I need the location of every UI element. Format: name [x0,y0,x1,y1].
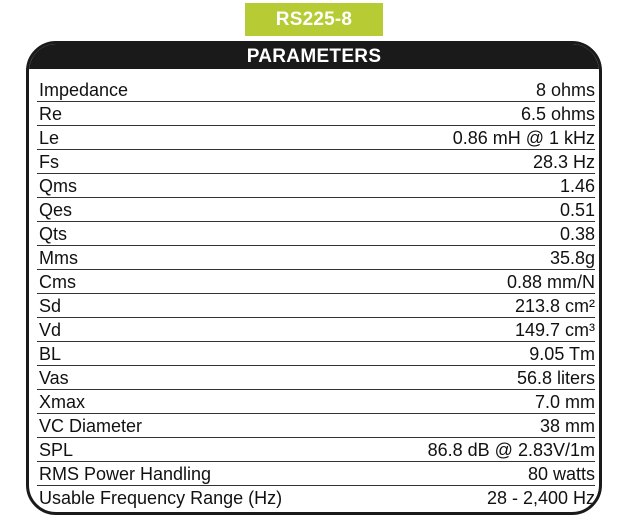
row-value: 0.88 mm/N [506,272,595,292]
row-value: 149.7 cm³ [514,320,595,340]
row-label: BL [39,344,62,364]
row-label: Qms [39,176,77,196]
table-row [37,198,595,222]
table-row [37,366,595,390]
row-label: Cms [39,272,76,292]
table-row [37,150,595,174]
row-label: Mms [39,248,78,268]
row-label: Vd [39,320,62,340]
model-tag: RS225-8 [245,3,383,36]
table-row [37,126,595,150]
row-value: 1.46 [559,176,595,196]
parameters-header: PARAMETERS [29,44,599,69]
row-label: SPL [39,440,74,460]
row-value: 6.5 ohms [520,104,595,124]
row-value: 0.86 mH @ 1 kHz [452,128,595,148]
row-value: 0.51 [559,200,595,220]
row-value: 9.05 Tm [529,344,595,364]
table-row [37,342,595,366]
table-row [37,174,595,198]
row-label: Xmax [39,392,86,412]
row-label: Qts [39,224,68,244]
table-row [37,318,595,342]
table-row [37,438,595,462]
table-row [37,486,595,509]
parameters-table [37,78,595,509]
row-label: RMS Power Handling [39,464,212,484]
row-value: 28.3 Hz [532,152,595,172]
row-value: 80 watts [527,464,595,484]
row-value: 56.8 liters [516,368,595,388]
row-label: Impedance [39,80,129,100]
table-row [37,390,595,414]
table-row [37,102,595,126]
table-row [37,414,595,438]
table-row [37,294,595,318]
row-label: Le [39,128,60,148]
table-row [37,270,595,294]
parameters-card [26,41,602,515]
row-value: 0.38 [559,224,595,244]
row-label: Usable Frequency Range (Hz) [39,488,283,508]
row-value: 7.0 mm [534,392,595,412]
row-value: 213.8 cm² [514,296,595,316]
table-row [37,222,595,246]
row-label: Re [39,104,63,124]
row-label: Sd [39,296,62,316]
row-label: Vas [39,368,69,388]
row-label: VC Diameter [39,416,143,436]
table-row [37,246,595,270]
row-label: Fs [39,152,59,172]
row-value: 28 - 2,400 Hz [486,488,595,508]
row-value: 8 ohms [535,80,595,100]
row-label: Qes [39,200,73,220]
table-row [37,78,595,102]
row-value: 86.8 dB @ 2.83V/1m [427,440,595,460]
table-row [37,462,595,486]
row-value: 35.8g [549,248,595,268]
row-value: 38 mm [539,416,595,436]
